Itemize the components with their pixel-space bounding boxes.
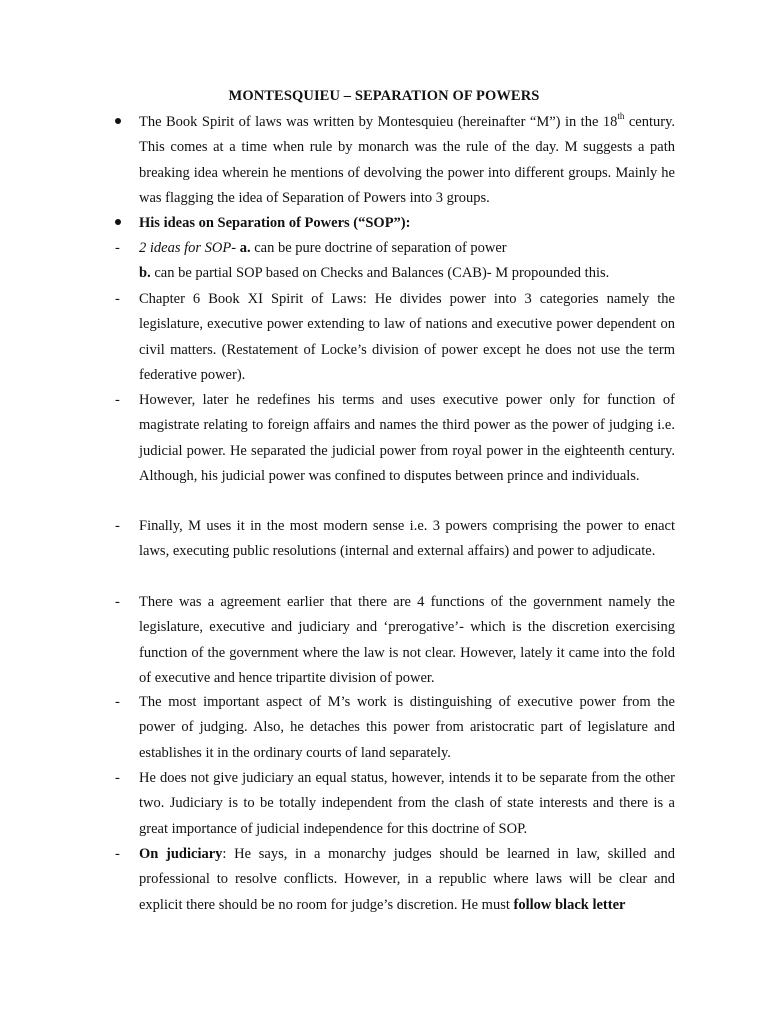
list-item: Finally, M uses it in the most modern sense i.e. 3 powers comprising the power to enact laws, executing public resolutions (internal and external affairs) and power to adjudicate. [139, 518, 675, 560]
list-item: However, later he redefines his terms and uses executive power only for function of magistrate relating to foreign affairs and names the third power as the power of judging i.e. judicial power. He separated the judicial power from royal power in the eighteenth century. Although, his judicial power was confined to disputes between prince and individuals. [139, 392, 675, 484]
list-item: His ideas on Separation of Powers (“SOP”): [139, 215, 411, 231]
dash-marker: - [115, 240, 120, 256]
dash-marker: - [115, 392, 120, 408]
dash-marker: - [115, 594, 120, 610]
dash-marker: - [115, 291, 120, 307]
dash-marker: - [115, 518, 120, 534]
bullet-marker [115, 211, 121, 236]
list-item: The most important aspect of M’s work is distinguishing of executive power from the power of judging. Also, he detaches this power from aristocratic part of legislature and establishes it in the ordinary courts of land separately. [139, 694, 675, 761]
dash-marker: - [115, 846, 120, 862]
list-item: 2 ideas for SOP- a. can be pure doctrine of separation of power b. can be partial SOP based on Checks and Balances (CAB)- M propounded this. [139, 240, 610, 282]
list-item: The Book Spirit of laws was written by Montesquieu (hereinafter “M”) in the 18th century. This comes at a time when rule by monarch was the rule of the day. M suggests a path breaking idea wherein he mentions of devolving the power into different groups. Mainly he was flagging the idea of Separation of Powers into 3 groups. [139, 111, 675, 206]
page-title: MONTESQUIEU – SEPARATION OF POWERS [228, 88, 540, 104]
list-item: On judiciary: He says, in a monarchy judges should be learned in law, skilled and professional to resolve conflicts. However, in a republic where laws will be clear and explicit there should be no room for judge’s discretion. He must follow black letter [139, 846, 675, 913]
list-item: There was a agreement earlier that there are 4 functions of the government namely the legislature, executive and judiciary and ‘prerogative’- which is the discretion exercising function of the government where the law is not clear. However, lately it came into the fold of executive and hence tripartite division of power. [139, 594, 675, 686]
list-item: He does not give judiciary an equal status, however, intends it to be separate from the other two. Judiciary is to be totally independent from the clash of state interests and there is a great importance of judicial independence for this doctrine of SOP. [139, 770, 675, 837]
bullet-marker [115, 110, 121, 135]
dash-marker: - [115, 694, 120, 710]
list-item: Chapter 6 Book XI Spirit of Laws: He divides power into 3 categories namely the legislature, executive power extending to law of nations and executive power dependent on civil matters. (Restatement of Locke’s division of power except he does not use the term federative power). [139, 291, 675, 383]
dash-marker: - [115, 770, 120, 786]
